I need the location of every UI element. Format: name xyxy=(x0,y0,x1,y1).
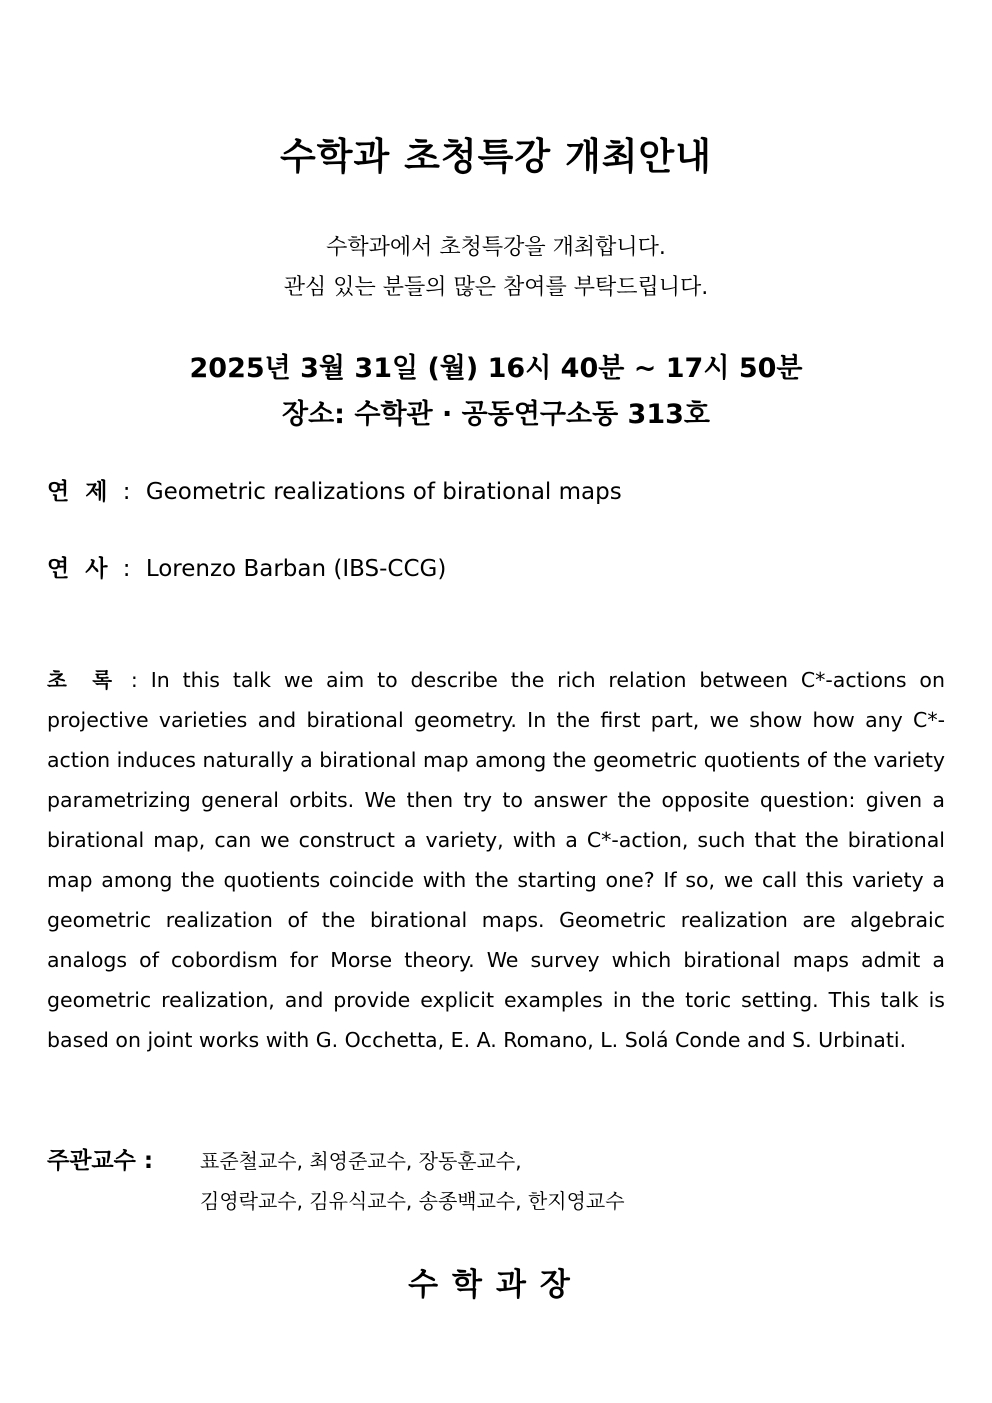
abstract xyxy=(47,660,945,1060)
event-info xyxy=(0,346,992,438)
hosts-line-1: 표준철교수, 최영준교수, 장동훈교수, xyxy=(200,1149,522,1173)
hosts-label: 주관교수 : xyxy=(47,1148,154,1174)
talk-title-row xyxy=(47,473,622,506)
intro-line-2: 관심 있는 분들의 많은 참여를 부탁드립니다. xyxy=(283,275,709,300)
intro-line-1: 수학과에서 초청특강을 개최합니다. xyxy=(326,235,666,260)
talk-title: Geometric realizations of birational maps xyxy=(145,479,622,505)
speaker-separator: : xyxy=(122,556,131,582)
abstract-label: 초 록 xyxy=(47,668,119,692)
intro-text xyxy=(0,228,992,308)
talk-title-separator: : xyxy=(122,479,131,505)
speaker-row xyxy=(47,550,446,583)
speaker-label: 연 사 xyxy=(47,556,112,582)
abstract-text: In this talk we aim to describe the rich relation between C*-actions on projective varieties and birational geometry. In the first part, we show how any C*-action induces naturally a birational map among the geometric quotients of the variety parametrizing general orbits. We then try to answer the opposite question: given a birational map, can we construct a variety, with a C*-action, such that the birational map among the quotients coincide with the starting one? If so, we call this variety a geometric realization of the birational maps. Geometric realization are algebraic analogs of cobordism for Morse theory. We survey which birational maps admit a geometric realization, and provide explicit examples in the toric setting. This talk is based on joint works with G. Occhetta, E. A. Romano, L. Solá Conde and S. Urbinati. xyxy=(47,668,945,1052)
abstract-separator: : xyxy=(130,668,138,692)
page-title: 수학과 초청특강 개최안내 xyxy=(280,135,712,178)
talk-title-label: 연 제 xyxy=(47,479,112,505)
hosts-line-2: 김영락교수, 김유식교수, 송종백교수, 한지영교수 xyxy=(200,1189,625,1213)
event-datetime: 2025년 3월 31일 (월) 16시 40분 ~ 17시 50분 xyxy=(189,353,803,384)
footer-signature: 수학과장 xyxy=(408,1267,584,1303)
speaker-name: Lorenzo Barban (IBS-CCG) xyxy=(145,556,447,582)
event-location: 장소: 수학관 · 공동연구소동 313호 xyxy=(282,399,710,430)
